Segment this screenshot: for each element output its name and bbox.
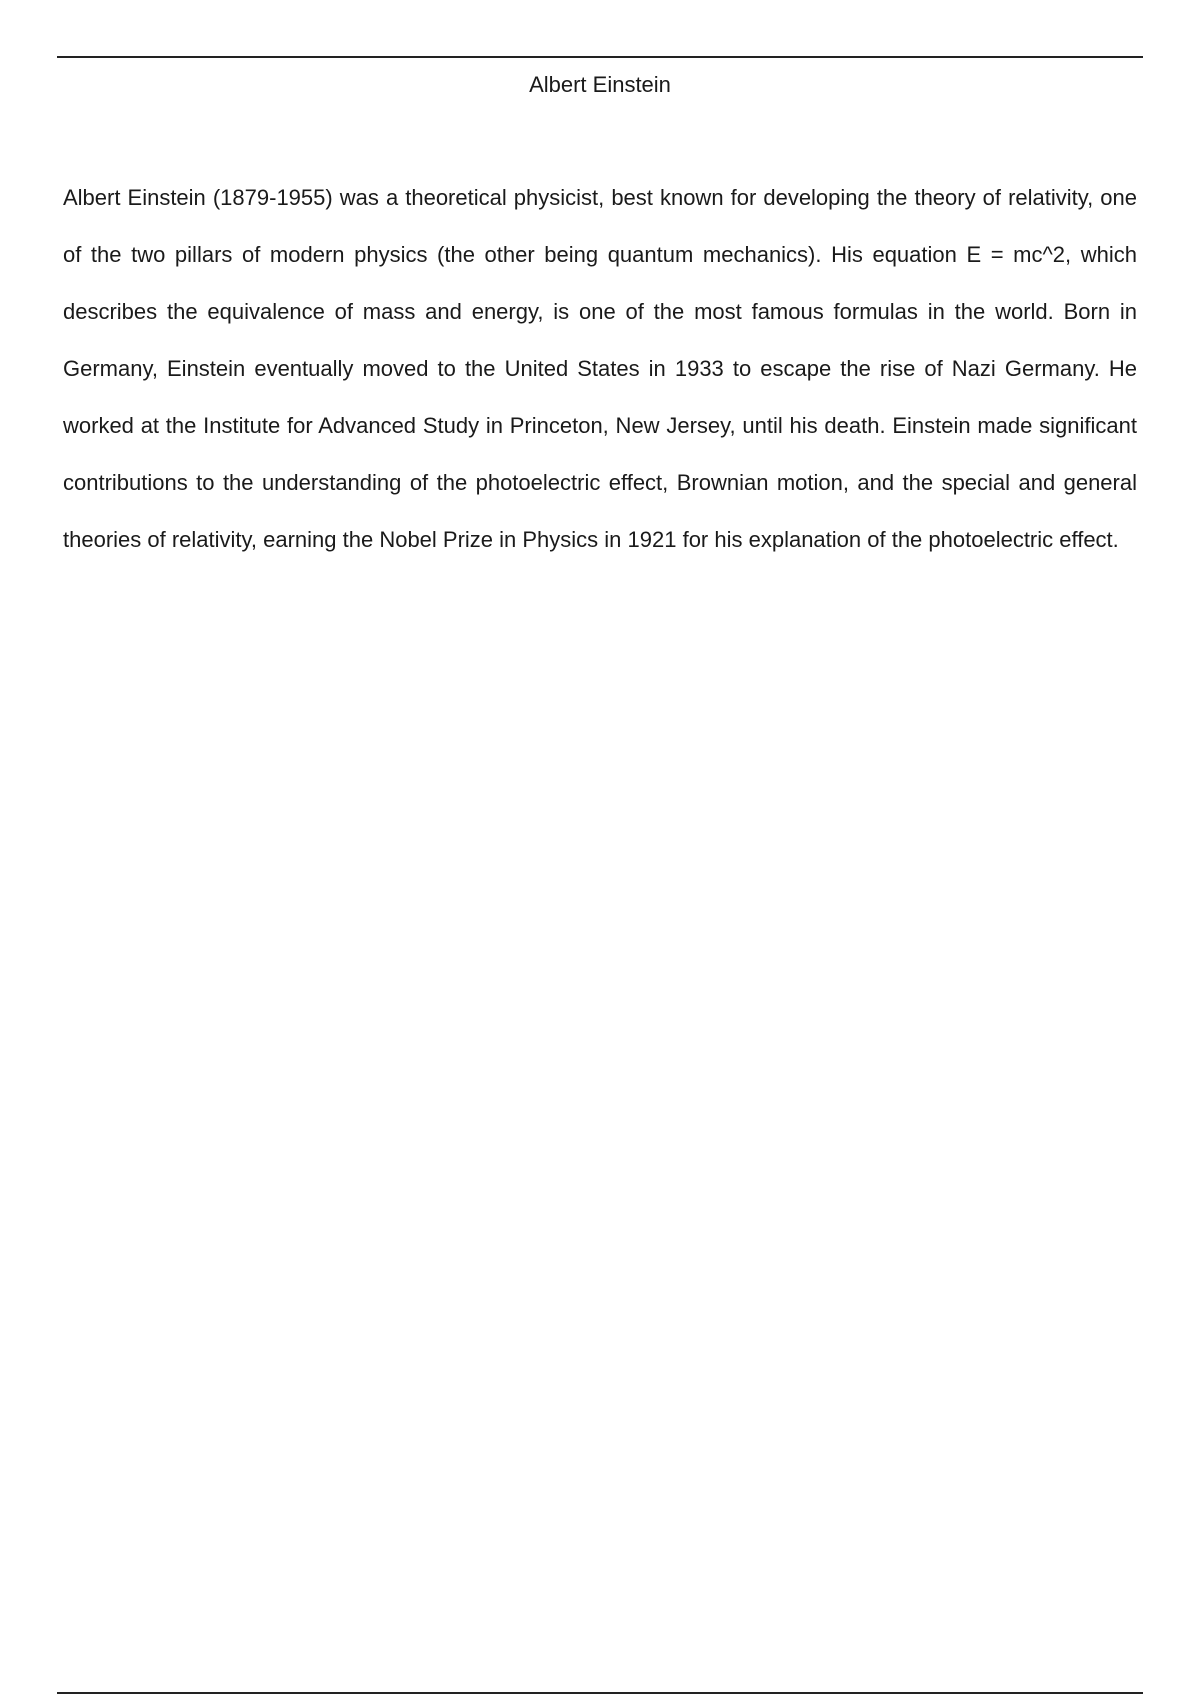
footer-rule xyxy=(57,1692,1143,1694)
header-rule xyxy=(57,56,1143,58)
body-paragraph: Albert Einstein (1879-1955) was a theoretical physicist, best known for developing the theory of relativity, one of the two pillars of modern physics (the other being quantum mechanics). His equation E = mc^2, which describes the equivalence of mass and energy, is one of the most famous formulas in the world. Born in Germany, Einstein eventually moved to the United States in 1933 to escape the rise of Nazi Germany. He worked at the Institute for Advanced Study in Princeton, New Jersey, until his death. Einstein made significant contributions to the understanding of the photoelectric effect, Brownian motion, and the special and general theories of relativity, earning the Nobel Prize in Physics in 1921 for his explanation of the photoelectric effect. xyxy=(63,185,1137,552)
page-title: Albert Einstein xyxy=(529,72,671,97)
